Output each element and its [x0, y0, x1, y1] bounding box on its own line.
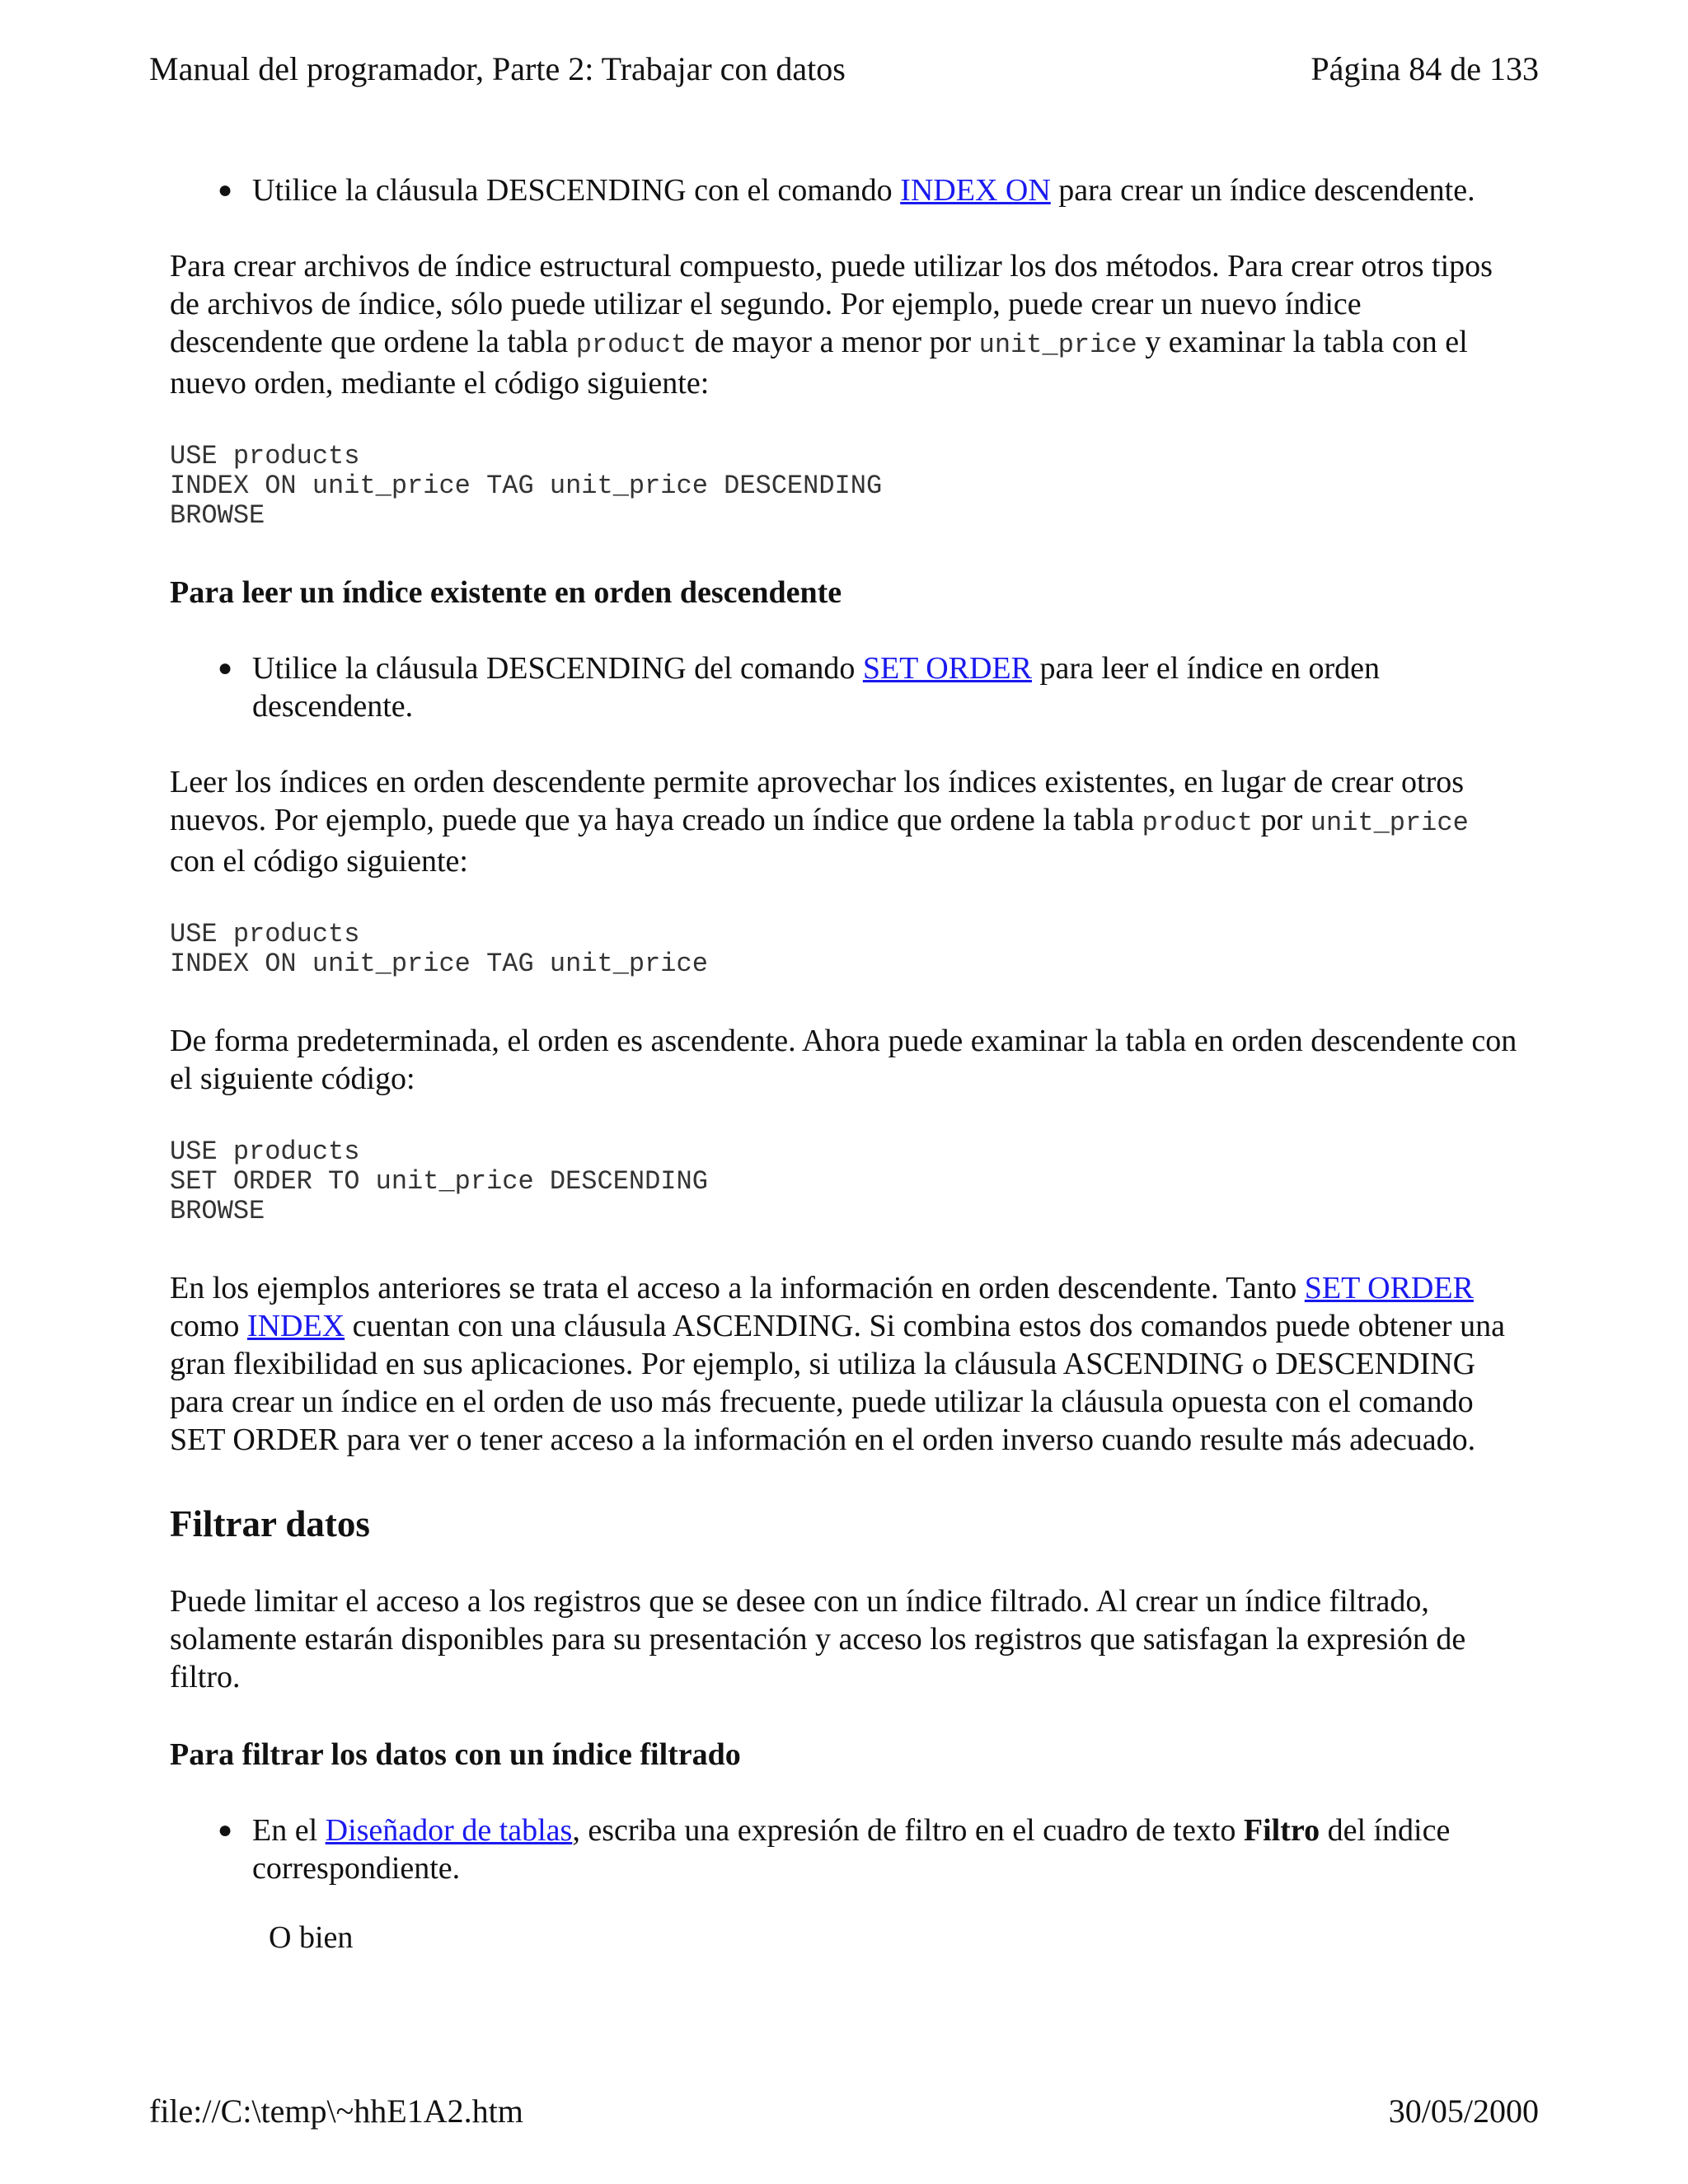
link-set-order[interactable]: SET ORDER [862, 651, 1032, 686]
paragraph-default-order: De forma predeterminada, el orden es ascendente. Ahora puede examinar la tabla en orden descendente con el siguiente código: [170, 1024, 1517, 1096]
footer-file-path: file://C:\temp\~hhE1A2.htm [149, 2093, 523, 2130]
heading-filter-with-index: Para filtrar los datos con un índice filtrado [170, 1737, 741, 1772]
header-page-number: Página 84 de 133 [1311, 50, 1539, 87]
bullet-table-designer: ● En el Diseñador de tablas, escriba una expresión de filtro en el cuadro de texto Filtro del índice correspondiente. [218, 1813, 1451, 1886]
code-block-index-descending: USE products INDEX ON unit_price TAG unit_price DESCENDING BROWSE [170, 441, 883, 531]
link-table-designer[interactable]: Diseñador de tablas [325, 1813, 573, 1848]
code-block-set-order: USE products SET ORDER TO unit_price DESCENDING BROWSE [170, 1137, 708, 1226]
footer-date: 30/05/2000 [1388, 2093, 1539, 2130]
heading-filter-data: Filtrar datos [170, 1503, 370, 1544]
cut-off-text: O bien [269, 1920, 354, 1955]
heading-read-descending: Para leer un índice existente en orden descendente [170, 575, 842, 610]
paragraph-filtered-index: Puede limitar el acceso a los registros que se desee con un índice filtrado. Al crear un índice filtrado, solamente estarán disponibles para su presentación y acceso los registros que satisfagan la expresión de filtro. [170, 1584, 1466, 1694]
bullet-dot-icon: ● [218, 176, 233, 204]
page-content [170, 171, 1522, 2005]
link-index[interactable]: INDEX [246, 1309, 345, 1343]
bullet-index-on: ● Utilice la cláusula DESCENDING con el comando INDEX ON para crear un índice descendente. [218, 173, 1475, 208]
header-title: Manual del programador, Parte 2: Trabajar con datos [149, 50, 846, 87]
bullet-set-order: ● Utilice la cláusula DESCENDING del comando SET ORDER para leer el índice en orden descendente. [218, 651, 1380, 724]
paragraph-composite-index: Para crear archivos de índice estructural compuesto, puede utilizar los dos métodos. Para crear otros tipos de archivos de índice, sólo puede utilizar el segundo. Por ejemplo, puede crear un nuevo índice descendente que ordene la tabla product de mayor a menor por unit_price y examinar la tabla con el nuevo orden, mediante el código siguiente: [170, 249, 1493, 401]
paragraph-flexibility: En los ejemplos anteriores se trata el acceso a la información en orden descendente. Tanto SET ORDER como INDEX cuentan con una cláusula ASCENDING. Si combina estos dos comandos puede obtener una gran flexibilidad en sus aplicaciones. Por ejemplo, si utiliza la cláusula ASCENDING o DESCENDING para crear un índice en el orden de uso más frecuente, puede utilizar la cláusula opuesta con el comando SET ORDER para ver o tener acceso a la información en el orden inverso cuando resulte más adecuado. [170, 1271, 1505, 1457]
code-block-index-ascending: USE products INDEX ON unit_price TAG unit_price [170, 919, 708, 979]
bullet-dot-icon: ● [218, 654, 233, 682]
link-set-order-2[interactable]: SET ORDER [1304, 1271, 1474, 1305]
link-index-on[interactable]: INDEX ON [900, 173, 1051, 208]
bullet-dot-icon: ● [218, 1816, 233, 1844]
paragraph-read-descending: Leer los índices en orden descendente permite aprovechar los índices existentes, en lugar de crear otros nuevos. Por ejemplo, puede que ya haya creado un índice que ordene la tabla product por unit_price con el código siguiente: [170, 765, 1469, 879]
